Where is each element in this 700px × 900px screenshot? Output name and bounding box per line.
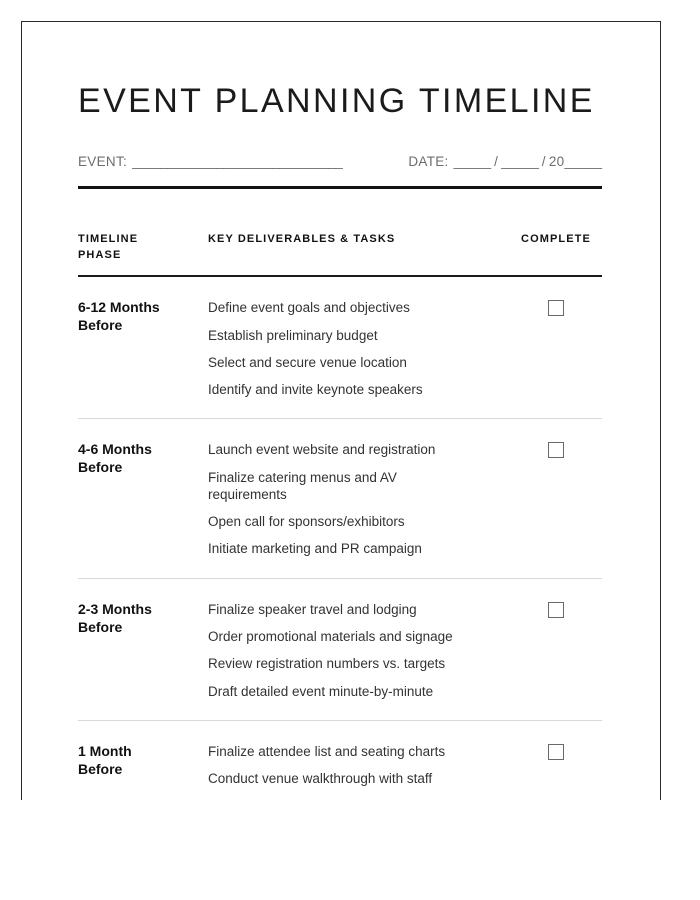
event-input-blank[interactable]: ______________________________ bbox=[132, 154, 343, 170]
date-day-blank[interactable]: _____ bbox=[501, 154, 539, 170]
complete-checkbox[interactable] bbox=[548, 442, 564, 458]
column-header-complete: COMPLETE bbox=[521, 233, 591, 246]
complete-checkbox[interactable] bbox=[548, 300, 564, 316]
task-item: Launch event website and registration bbox=[208, 442, 436, 458]
task-item: Review registration numbers vs. targets bbox=[208, 656, 446, 672]
form-meta-row bbox=[78, 154, 602, 169]
task-item: Finalize speaker travel and lodging bbox=[208, 601, 417, 617]
complete-cell bbox=[510, 601, 602, 623]
task-list bbox=[208, 743, 510, 788]
complete-cell bbox=[510, 441, 602, 463]
date-year-prefix: 20 bbox=[548, 154, 565, 170]
phase-label-line1: 6-12 Months bbox=[78, 299, 160, 316]
complete-cell bbox=[510, 299, 602, 321]
phase-label bbox=[78, 299, 208, 335]
phase-label-line1: 4-6 Months bbox=[78, 441, 152, 458]
column-header-tasks: KEY DELIVERABLES & TASKS bbox=[208, 233, 396, 246]
column-header-phase-line1: TIMELINE bbox=[78, 233, 139, 246]
column-header-phase bbox=[78, 232, 208, 263]
complete-checkbox[interactable] bbox=[548, 744, 564, 760]
event-field[interactable] bbox=[78, 154, 342, 169]
date-separator-1: / bbox=[494, 154, 499, 170]
task-item: Order promotional materials and signage bbox=[208, 628, 453, 644]
table-row bbox=[78, 419, 602, 578]
task-item: Establish preliminary budget bbox=[208, 327, 378, 343]
task-item: Draft detailed event minute-by-minute bbox=[208, 683, 434, 699]
timeline-table bbox=[78, 189, 602, 800]
page-title: EVENT PLANNING TIMELINE bbox=[78, 82, 595, 120]
table-row bbox=[78, 721, 602, 800]
task-list bbox=[208, 441, 510, 557]
printable-page bbox=[21, 21, 661, 800]
event-label: EVENT: bbox=[78, 154, 128, 170]
phase-label-line1: 2-3 Months bbox=[78, 600, 152, 617]
date-year-blank[interactable]: _____ bbox=[564, 154, 602, 170]
page-content bbox=[78, 22, 602, 800]
table-body bbox=[78, 277, 602, 800]
complete-checkbox[interactable] bbox=[548, 602, 564, 618]
column-header-phase-line2: PHASE bbox=[78, 248, 122, 261]
date-month-blank[interactable]: _____ bbox=[453, 154, 492, 170]
task-item: Finalize attendee list and seating charts bbox=[208, 743, 446, 759]
date-field[interactable] bbox=[408, 154, 602, 169]
task-list bbox=[208, 601, 510, 700]
phase-label-line2: Before bbox=[78, 618, 123, 635]
task-item: Initiate marketing and PR campaign bbox=[208, 541, 422, 557]
table-header-row bbox=[78, 189, 602, 263]
task-item: Conduct venue walkthrough with staff bbox=[208, 771, 433, 787]
phase-label bbox=[78, 743, 208, 779]
phase-label bbox=[78, 441, 208, 477]
phase-label bbox=[78, 601, 208, 637]
task-list bbox=[208, 299, 510, 398]
complete-cell bbox=[510, 743, 602, 765]
task-item: Define event goals and objectives bbox=[208, 300, 410, 316]
phase-label-line2: Before bbox=[78, 760, 123, 777]
task-item: Finalize catering menus and AV requirements bbox=[208, 469, 397, 502]
phase-label-line2: Before bbox=[78, 459, 123, 476]
task-item: Identify and invite keynote speakers bbox=[208, 382, 423, 398]
table-row bbox=[78, 579, 602, 721]
phase-label-line1: 1 Month bbox=[78, 742, 132, 759]
task-item: Open call for sponsors/exhibitors bbox=[208, 514, 405, 530]
date-separator-2: / bbox=[541, 154, 546, 170]
table-row bbox=[78, 277, 602, 419]
phase-label-line2: Before bbox=[78, 317, 123, 334]
date-label: DATE: bbox=[408, 154, 449, 170]
task-item: Select and secure venue location bbox=[208, 354, 407, 370]
